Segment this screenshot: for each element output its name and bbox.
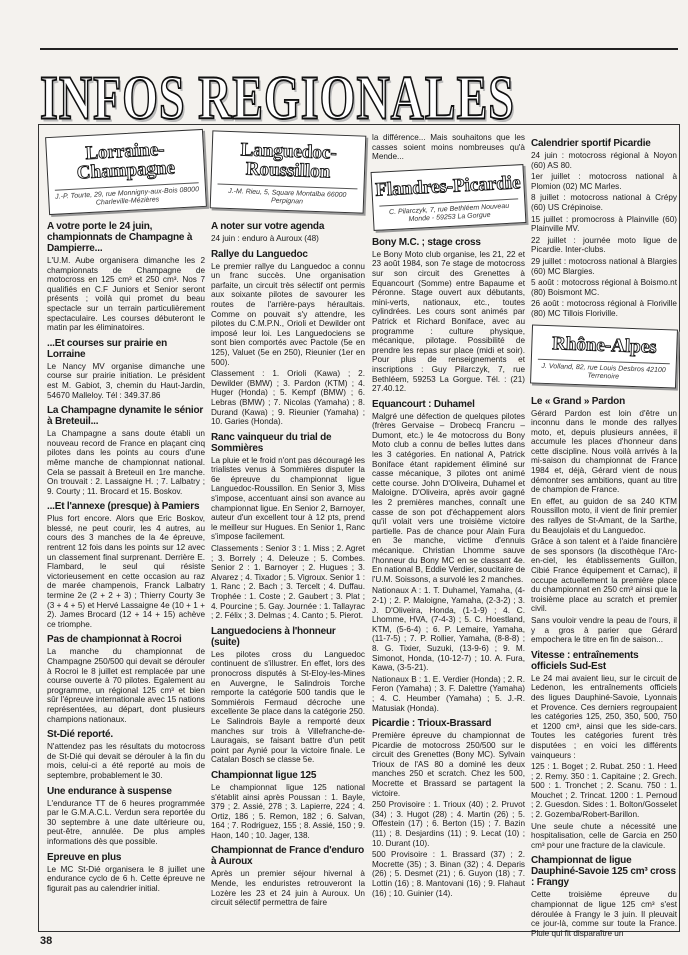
article-heading: Pas de championnat à Rocroi [47, 634, 182, 646]
article-heading: Ranc vainqueur du trial de Sommières [211, 431, 332, 454]
article-text: Grâce à son talent et à l'aide financière de ses sponsors (la discothèque l'Arc-en-ciel, les établissements Guillon, Cibié France équipement et Carnac), il occupe actuellement la première place du championnat en 250 cm³ ainsi que la troisième place au scratch et premier civil. [531, 537, 677, 614]
article-heading: Championnat de ligue Dauphiné-Savoie 125 cm³ cross : Frangy [531, 855, 676, 889]
article-heading: Calendrier sportif Picardie [531, 138, 651, 149]
column-lorraine-champagne [47, 133, 205, 928]
article-heading: Languedociens à l'honneur (suite) [211, 625, 336, 648]
article-text: Le premier rallye du Languedoc a connu un franc succès. Une organisation parfaite, un circuit très sélectif ont permis aux soixante pilotes de savourer les routes de l'arrière-pays héraultais. Comme on pouvait s'y attendre, les pilotes du C.M.P.N., Orioli et Dewilder ont imposé leur loi. Les Languedociens se sont bien comportés avec Pactole (5e en 125), Valuet (5e en 250), Rieunier (1er en 500). [211, 261, 365, 367]
article-heading: Equancourt : Duhamel [372, 398, 475, 410]
region-title: Rhône-Alpes [551, 332, 657, 358]
article-text: 24 juin : enduro à Auroux (48) [211, 234, 319, 243]
article-text: Le MC St-Dié organisera le 8 juillet une endurance cyclo de 6 h. Cette épreuve ne figurait pas au calendrier initial. [47, 864, 205, 893]
page-title: INFOS REGIONALES [40, 63, 515, 133]
article-text: En effet, au guidon de sa 240 KTM Roussillon moto, il vient de finir premier des rallyes de St-Amant, de la Sarthe, du Beaujolais et du Languedoc. [531, 496, 677, 535]
results-text: Nationaux B : 1. E. Verdier (Honda) ; 2. R. Feron (Yamaha) ; 3. F. Dalettre (Yamaha) ; 4. C. Heumber (Yamaha) ; 5. J.-R. Matusiak (Honda). [372, 674, 525, 713]
calendar-entry: 1er juillet : motocross national à Plomion (02) MC Marles. [531, 172, 677, 191]
article-heading: ...Et courses sur prairie en Lorraine [47, 337, 168, 360]
article-heading: Bony M.C. ; stage cross [372, 236, 481, 248]
article-text: Les pilotes cross du Languedoc continuent de s'illustrer. En effet, lors des pronocross disputés à St-Eloy-les-Mines en Auvergne, le Salindrois Torche remporte la catégorie 500 tandis que le Sommiérois Fermaud décroche une excellente 3e place dans la catégorie 250. Le Salindrois Bayle a remporté deux manches sur trois à Villefranche-de-Lauragais, se faisant battre d'un petit point par Aynié pour la victoire finale. Le Catalan Bosch se classe 5e. [211, 649, 365, 765]
calendar-entry: 8 juillet : motocross national à Crépy (60) US Crépinoise. [531, 193, 677, 212]
article-text: Cette troisième épreuve du championnat de ligue 125 cm³ s'est déroulée à Frangy le 3 juin. Il pleuvait ce jour-là, comme sur toute la France. Pluie qui fit disparaître un [531, 890, 677, 938]
article-heading: Championnat ligue 125 [211, 769, 317, 781]
article-heading: A votre porte le 24 juin, championnats de Champagne à Dampierre... [47, 221, 193, 254]
article-heading: A noter sur votre agenda [211, 221, 325, 232]
article-heading: Le « Grand » Pardon [531, 395, 626, 407]
column-languedoc-roussillon [211, 133, 365, 928]
region-address: J. Volland, 82, rue Louis Desbros 42100 Terrenoire [537, 358, 670, 387]
article-heading: ...Et l'annexe (presque) à Pamiers [47, 501, 200, 513]
article-heading: Epreuve en plus [47, 851, 122, 863]
top-rule [40, 48, 678, 50]
results-text: 500 Provisoire : 1. Brassard (37) ; 2. Mocrette (35) ; 3. Binan (32) ; 4. Deparis (26) ; 5. Desmet (21) ; 6. Guyon (18) ; 7. Lottin (16) ; 8. Mantovani (16) ; 9. Flahaut (16) ; 10. Guinier (14). [372, 850, 525, 898]
calendar-entry: 15 juillet : promocross à Plainville (60) Plainville MV. [531, 214, 677, 234]
calendar-entry: 22 juillet : journée moto ligue de Picardie. Inter-clubs. [531, 235, 677, 255]
article-text: La manche du championnat de Champagne 250/500 qui devait se dérouler à Rocroi le 8 juillet est remplacée par une course ouverte à 70 pilotes. Egalement au programme, un régional 125 cm³ et bien sûr l'épreuve internationale avec 15 nations représentées, au départ, dont plusieurs champions nationaux. [47, 647, 205, 724]
results-text: Classement : 1. Orioli (Kawa) ; 2. Dewilder (BMW) ; 3. Pardon (KTM) ; 4. Huger (Honda) ; 5. Kempf (BMW) ; 6. Lebras (BMW) ; 7. Nicolas (Yamaha) ; 8. Durand (Kawa) ; 9. Rieunier (Yamaha) ; 10. Garies (Honda). [211, 369, 365, 427]
column-flandres-picardie [372, 133, 525, 928]
article-text: La pluie et le froid n'ont pas découragé les trialistes venus à Sommières disputer la 6e épreuve du championnat ligue Languedoc-Roussillon. En Senior 3, Miss s'impose, accentuant ainsi son avance au championnat ligue. En Senior 2, Barnoyer, auteur d'un excellent tour à 12 pts, prend le meilleur sur Hugues. En Senior 1, Ranc s'impose facilement. [211, 455, 365, 542]
article-text: Le 24 mai avaient lieu, sur le circuit de Ledenon, les entraînements officiels des ligues Dauphiné-Savoie, Lyonnais et Provence. Ces derniers regroupaient les catégories 125, 250, 350, 500, 750 et 1200 cm³, ainsi que les side-cars. Toutes les catégories furent très disputées ; en voici les différents vainqueurs : [531, 673, 677, 760]
article-heading: Picardie : Trioux-Brassard [372, 718, 492, 730]
article-text: Première épreuve du championnat de Picardie de motocross 250/500 sur le circuit des Grenettes (Bony MC). Sylvain Trioux de l'AS 80 a dominé les deux manches 250 et scratch. Chez les 500, Mocrette et Brassard se partagent la victoire. [372, 731, 525, 798]
results-text: 250 Provisoire : 1. Trioux (40) ; 2. Pruvot (34) ; 3. Hugot (28) ; 4. Martin (26) ; 5. Offestein (17) ; 6. Berton (15) ; 7. Bazin (11) ; 8. Desjardins (11) ; 9. Lecat (10) ; 10. Durant (10). [372, 800, 525, 848]
calendar-entry: 5 août : motocross régional à Boismo.nt (80) Boismont MC. [531, 278, 677, 297]
article-text: Malgré une défection de quelques pilotes (frères Gervaise – Drobecq Francru – Dumont, etc.) le 4e motocross du Bony Moto club a connu de belles luttes dans les 3 catégories. En national A, Patrick Boniface étant rapidement éliminé sur casse mécanique, 3 pilotes ont animé cette course. John D'Oliveira, Duhamel et Maloigne. D'Oliveira, après avoir gagné les 2 premières manches, connaît une casse de son pot d'échappement alors qu'il volait vers une troisième victoire partielle. Pas de chance pour Alain Fura en 3e manche, victime d'ennuis mécanique. Christian Lhomme sauve l'honneur du Bony MC en se classant 4e. En national B, Eddie Verdier, soucitaire de l'U.M. Soissons, a survolé les 2 manches. [372, 411, 525, 584]
article-text: Le championnat ligue 125 national s'établit ainsi après Poussan : 1. Bayle, 379 ; 2. Assié, 278 ; 3. Lapierre, 224 ; 4. Ortiz, 186 ; 5. Remon, 182 ; 6. Salvan, 164 ; 7. Rodriguez, 155 ; 8. Assié, 150 ; 9. Haon, 140 ; 10. Jager, 138. [211, 782, 365, 840]
article-text: La Champagne a sans doute établi un nouveau record de France en plaçant cinq pilotes dans les points au cours d'une même manche de championnat national. Cela se passait à Breteuil en 1re manche. On trouvait : 2. Lassaigne H. ; 7. Lalbatry ; 9. Courty ; 11. Brocard et 15. Boskov. [47, 429, 205, 496]
article-heading: Vitesse : entraînements officiels Sud-Est [531, 649, 639, 672]
article-text: N'attendez pas les résultats du motocross de St-Dié qui devait se dérouler à la fin du mois, celui-ci a été reporté au mois de septembre, probablement le 30. [47, 742, 205, 780]
calendar-entry: 26 août : motocross régional à Floriville (80) MC Tillois Floriville. [531, 299, 677, 318]
region-address: J.-P. Tourte, 29, rue Monnigny-aux-Bois 08000 Charleville-Mézières [55, 182, 200, 214]
region-title: Lorraine-Champagne [76, 138, 176, 184]
column-picardie-rhone-alpes [531, 133, 677, 938]
article-heading: Une endurance à suspense [47, 785, 172, 797]
region-title: Languedoc-Roussillon [240, 139, 338, 183]
article-text: L'endurance TT de 6 heures programmée par le G.M.A.C.L. Verdun sera reportée du 30 septembre à une date ultérieure ou, peut-être, annulée. De plus amples informations dès que possible. [47, 798, 205, 846]
article-text: Une seule chute a nécessité une hospitalisation, celle de Garcia en 250 cm³ pour une fracture de la clavicule. [531, 821, 677, 850]
region-address: C. Pilarczyk, 7, rue Bethléem Nouveau Monde - 59253 La Gorgue [379, 198, 519, 229]
article-text: Le Bony Moto club organise, les 21, 22 et 23 août 1984, son 7e stage de motocross sur son circuit des Grenettes à Equancourt (Somme) entre Bapaume et Péronne. Stage ouvert aux débutants, mini-verts, nationaux, etc., toutes cylindrées. Les cours sont animés par Patrick et Richard Boniface, avec au programme : culture physique, mécanique, pilotage. Possibilité de prendre les repas sur place (midi et soir). Pour plus de renseignements et inscriptions : Guy Pilarczyk, 7, rue Bethléem, 59253 La Gorgue. Tél. : (21) 27.40.12. [372, 249, 525, 394]
content-frame [38, 124, 680, 938]
article-heading: Rallye du Languedoc [211, 248, 308, 260]
region-title: Flandres-Picardie [374, 172, 522, 201]
article-heading: St-Dié reporté. [47, 729, 113, 741]
article-text: L'U.M. Aube organisera dimanche les 2 championnats de Champagne de motocross en 125 cm³ et 250 cm³. Nos 7 qualifiés en C.F Juniors et Senior seront présents ; voilà qui promet du beau spectacle sur un terrain particulièrement spectaculaire. Les courses débuteront le matin par les éliminatoires. [47, 256, 205, 333]
region-box-languedoc [210, 130, 367, 213]
article-heading: La Champagne dynamite le sénior à Breteuil... [47, 405, 204, 428]
calendar-entry: 29 juillet : motocross national à Blargies (60) MC Blargies. [531, 256, 677, 276]
results-text: Classements : Senior 3 : 1. Miss ; 2. Agret ; 3. Borrely ; 4. Deleuze ; 5. Combes. Senior 2 : 1. Barnoyer ; 2. Hugues ; 3. Alvarez ; 4. Tixador ; 5. Vigroux. Senior 1 : 1. Ranc ; 2. Bach ; 3. Tercelt ; 4. Duffau. Trophée : 1. Coste ; 2. Gaubert ; 3. Plat ; 4. Pourcine ; 5. Gay. Journée : 1. Tallayrac ; 2. Félix ; 3. Delmas ; 4. Canto ; 5. Pierot. [211, 544, 365, 621]
results-text: Nationaux A : 1. T. Duhamel, Yamaha, (4-2-1) ; 2. P. Maloigne, Yamaha, (2-3-2) ; 3. J. D'Oliveira, Honda, (1-1-9) ; 4. C. Lhomme, HVA, (7-4-3) ; 5. C. Hoestland, KTM, (5-6-4) ; 6. P. Lemaire, Yamaha, (11-7-5) ; 7. P. Rollier, Yamaha, (8-8-8) ; 8. G. Tixier, Suzuki, (13-9-6) ; 9. M. Simonot, Honda, (10-12-7) ; 10. A. Fura, Kawa, (3-5-21). [372, 586, 525, 673]
region-box-lorraine [45, 129, 207, 215]
article-text: Sans vouloir vendre la peau de l'ours, il y a gros à parier que Gérard empochera le titre en fin de saison... [531, 615, 677, 645]
article-text: Après un premier séjour hivernal à Mende, les enduristes retrouveront la Lozère les 23 et 24 juin à Auroux. Un circuit sélectif permettra de faire [211, 869, 365, 908]
article-text: Le Nancy MV organise dimanche une course sur prairie initiation. Le président est M. Gabiot, 3, chemin du Haut-Jardin, 54670 Malleloy. Tél : 349.37.86 [47, 361, 205, 400]
page-number: 38 [40, 935, 53, 947]
article-text: la différence... Mais souhaitons que les casses soient moins nombreuses qu'à Mende... [372, 133, 525, 162]
results-text: 125 : 1. Boget ; 2. Rubat. 250 : 1. Heed ; 2. Remy. 350 : 1. Capitaine ; 2. Grech. 500 : 1. Tronchet ; 2. Scanu. 750 : 1. Mouchet ; 2. Trincat. 1200 : 1. Pernoud ; 2. Guesdon. Sides : 1. Bolton/Gosselet ; 2. Gozemba/Robert-Barillon. [531, 762, 677, 820]
region-box-rhone-alpes [530, 324, 678, 388]
region-box-flandres [371, 164, 527, 231]
calendar-entry: 24 juin : motocross régional à Noyon (60) AS 80. [531, 151, 677, 170]
article-heading: Championnat de France d'enduro à Auroux [211, 845, 365, 868]
region-address: J.-M. Rieu, 5, Square Montalba 66000 Perpignan [217, 184, 358, 213]
article-text: Plus fort encore. Alors que Eric Boskov, blessé, ne peut courir, les 4 autres, au cours des 3 manches de la 4e épreuve, rentrent 12 fois dans les points sur 12 avec un classement final surprenant. Derrière E. Flambard, le seul qui résiste victorieusement en cette occasion au raz de marée champenois, Franck Lalbatry termine 2e (2 + 2 + 3) ; Thierry Courty 3e (3 + 4 + 5) et Hervé Lassaigne 4e (10 + 1 + 2). James Brocard (12 + 14 + 15) achève ce triomphe. [47, 514, 205, 629]
article-text: Gérard Pardon est loin d'être un inconnu dans le monde des rallyes moto, et, depuis plusieurs années, il accumule les places d'honneur dans cette discipline. Nous voilà arrivés à la mi-saison du championnat de France 1984 et, déjà, Gérard vient de nous démontrer ses ambitions, quant au titre de champion de France. [531, 408, 677, 495]
